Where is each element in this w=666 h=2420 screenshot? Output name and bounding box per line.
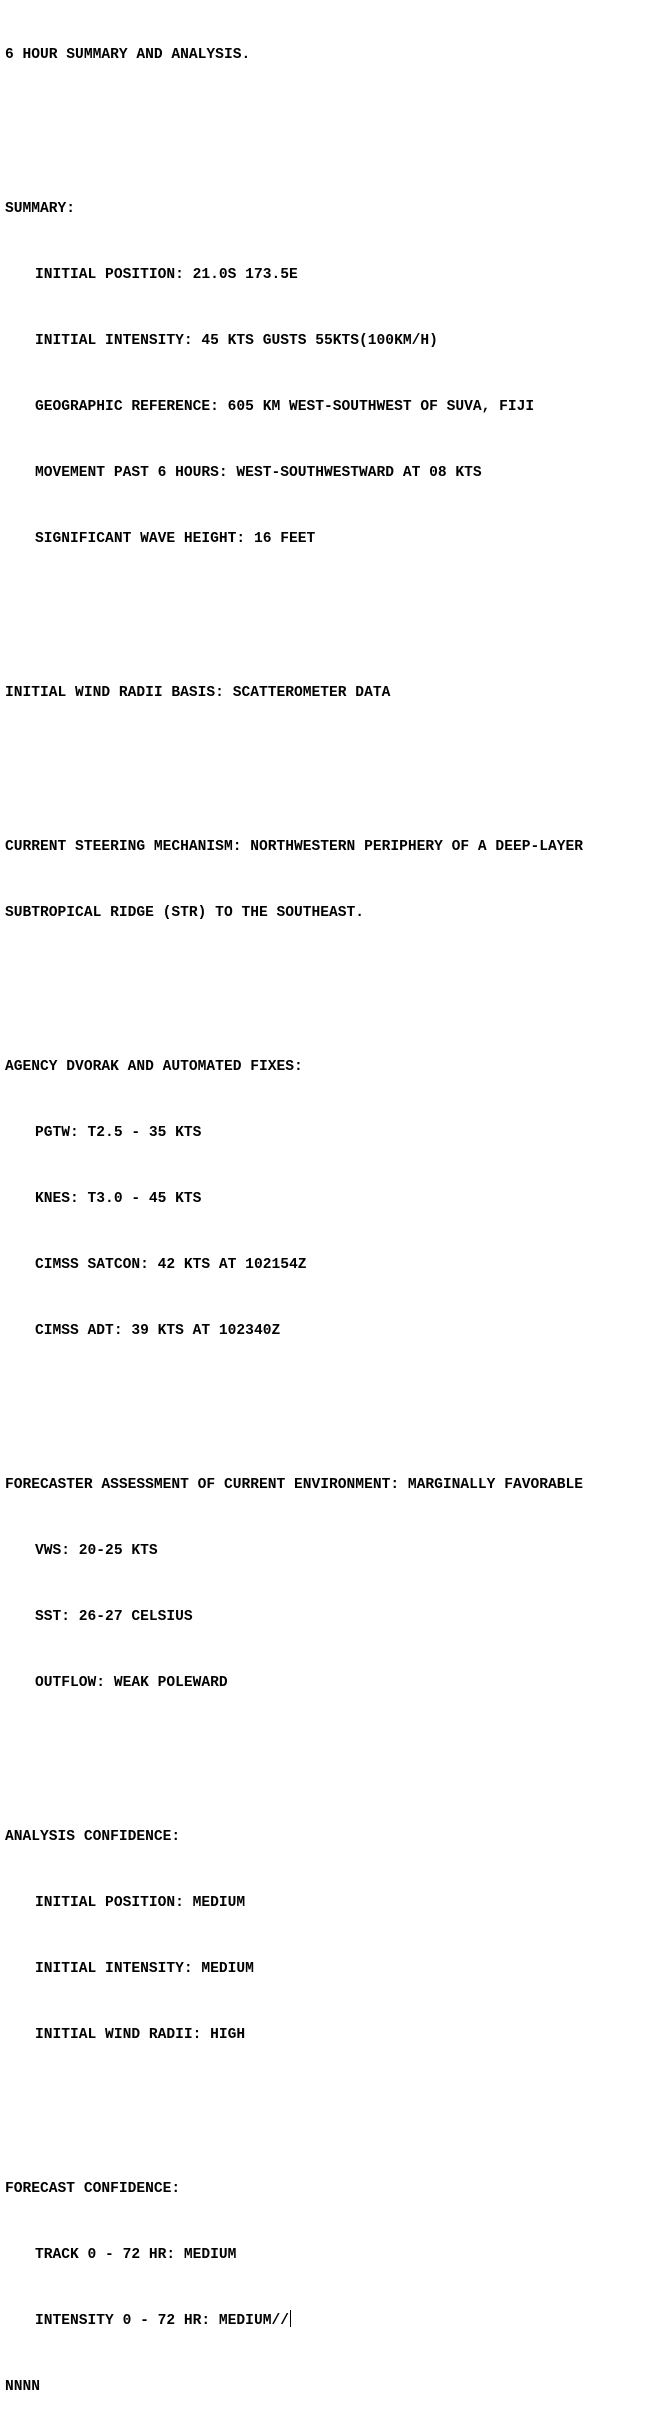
environment-outflow: OUTFLOW: WEAK POLEWARD — [35, 1675, 228, 1691]
blank-line — [5, 594, 666, 616]
fix-cimss-adt: CIMSS ADT: 39 KTS AT 102340Z — [35, 1323, 281, 1339]
summary-initial-position: INITIAL POSITION: 21.0S 173.5E — [35, 267, 298, 283]
environment-vws: VWS: 20-25 KTS — [35, 1543, 158, 1559]
forecast-confidence-intensity-row — [5, 2310, 666, 2332]
analysis-confidence-wind-radii: INITIAL WIND RADII: HIGH — [35, 2027, 246, 2043]
forecast-confidence-intensity: INTENSITY 0 - 72 HR: MEDIUM// — [35, 2313, 289, 2329]
blank-line — [5, 968, 666, 990]
bulletin-footer: NNNN — [5, 2379, 41, 2395]
blank-line — [5, 1738, 666, 1760]
analysis-confidence-position: INITIAL POSITION: MEDIUM — [35, 1895, 246, 1911]
environment-sst: SST: 26-27 CELSIUS — [35, 1609, 193, 1625]
fix-pgtw: PGTW: T2.5 - 35 KTS — [35, 1125, 202, 1141]
blank-line — [5, 748, 666, 770]
summary-geographic-reference: GEOGRAPHIC REFERENCE: 605 KM WEST-SOUTHWEST OF SUVA, FIJI — [35, 399, 535, 415]
summary-wave-height: SIGNIFICANT WAVE HEIGHT: 16 FEET — [35, 531, 316, 547]
blank-line — [5, 2090, 666, 2112]
blank-line — [5, 110, 666, 132]
fixes-label: AGENCY DVORAK AND AUTOMATED FIXES: — [5, 1059, 303, 1075]
forecast-confidence-track: TRACK 0 - 72 HR: MEDIUM — [35, 2247, 237, 2263]
steering-line-1: CURRENT STEERING MECHANISM: NORTHWESTERN PERIPHERY OF A DEEP-LAYER — [5, 839, 584, 855]
wind-radii-basis: INITIAL WIND RADII BASIS: SCATTEROMETER DATA — [5, 685, 391, 701]
blank-line — [5, 1386, 666, 1408]
forecast-confidence-label: FORECAST CONFIDENCE: — [5, 2181, 181, 2197]
steering-line-2: SUBTROPICAL RIDGE (STR) TO THE SOUTHEAST. — [5, 905, 365, 921]
summary-label: SUMMARY: — [5, 201, 76, 217]
summary-movement: MOVEMENT PAST 6 HOURS: WEST-SOUTHWESTWARD AT 08 KTS — [35, 465, 482, 481]
fix-knes: KNES: T3.0 - 45 KTS — [35, 1191, 202, 1207]
environment-label: FORECASTER ASSESSMENT OF CURRENT ENVIRONMENT: MARGINALLY FAVORABLE — [5, 1477, 584, 1493]
fix-cimss-satcon: CIMSS SATCON: 42 KTS AT 102154Z — [35, 1257, 307, 1273]
analysis-confidence-label: ANALYSIS CONFIDENCE: — [5, 1829, 181, 1845]
analysis-confidence-intensity: INITIAL INTENSITY: MEDIUM — [35, 1961, 254, 1977]
bulletin-document — [5, 0, 666, 2420]
text-cursor — [290, 2310, 291, 2327]
bulletin-header: 6 HOUR SUMMARY AND ANALYSIS. — [5, 47, 251, 63]
summary-initial-intensity: INITIAL INTENSITY: 45 KTS GUSTS 55KTS(100KM/H) — [35, 333, 438, 349]
